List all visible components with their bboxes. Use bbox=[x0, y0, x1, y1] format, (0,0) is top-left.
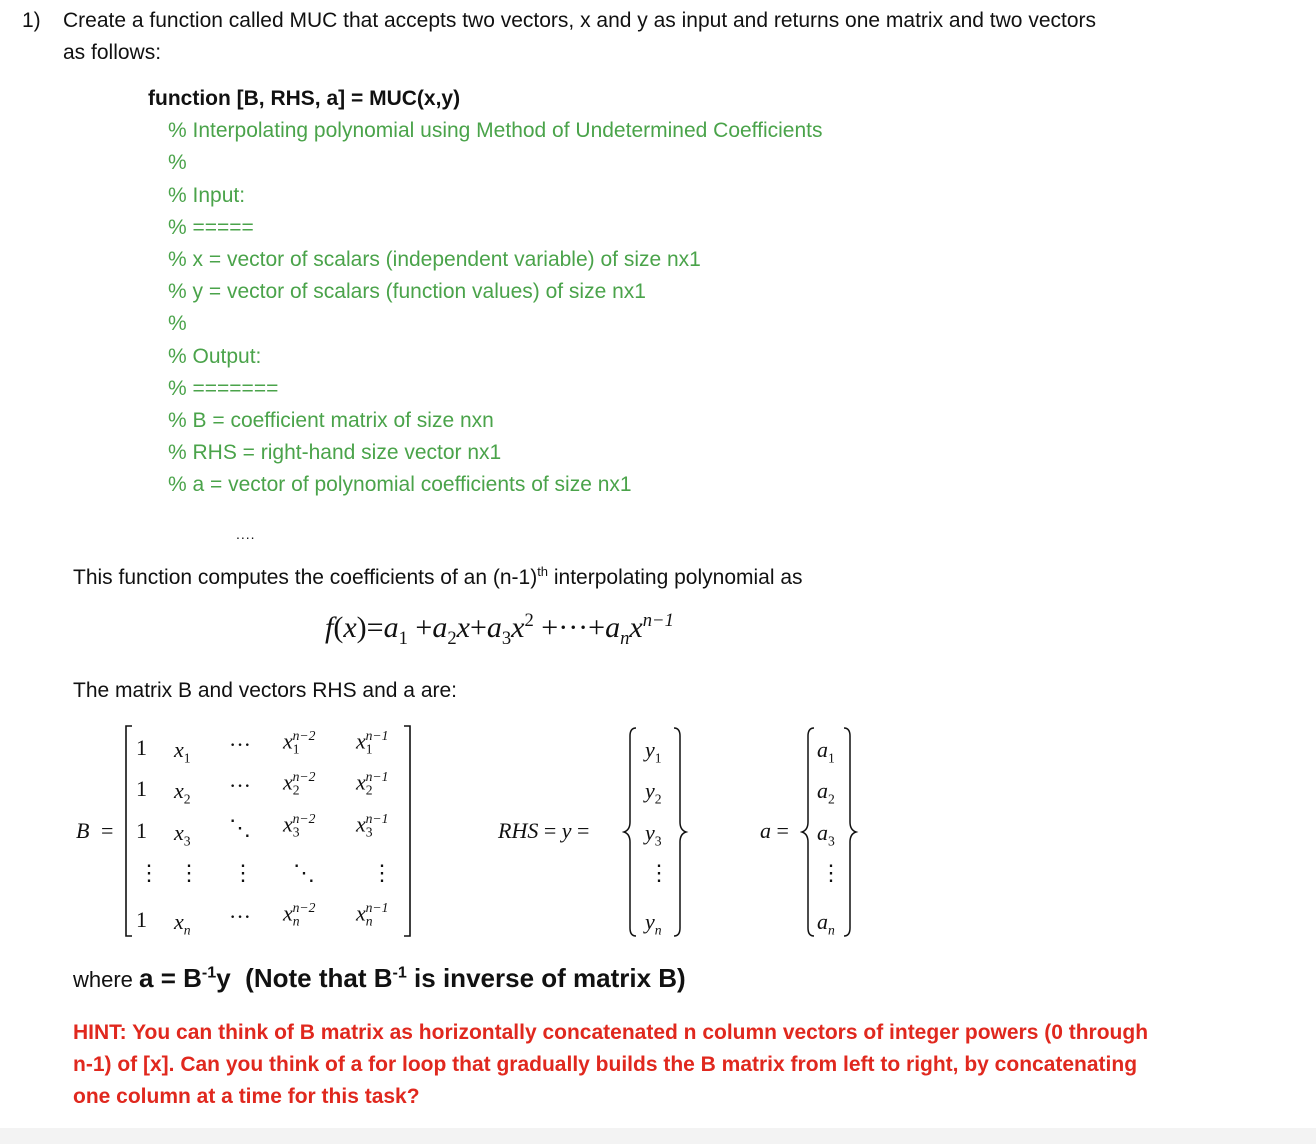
hint-line: one column at a time for this task? bbox=[73, 1085, 420, 1108]
bottom-scroll-strip bbox=[0, 1128, 1316, 1144]
vector-cell: $a_n$ bbox=[817, 909, 835, 938]
matrix-cell: 1 bbox=[136, 907, 147, 932]
matrix-intro: The matrix B and vectors RHS and a are: bbox=[73, 679, 457, 702]
rhs-label: RHS = y = bbox=[498, 818, 590, 843]
function-signature: function [B, RHS, a] = MUC(x,y) bbox=[148, 87, 461, 110]
matrix-cell: $x_2^{n-2}$ bbox=[283, 769, 316, 798]
matrix-cell: $x_3^{n-2}$ bbox=[283, 811, 316, 840]
b-label: B bbox=[76, 818, 90, 843]
comment-line: % ===== bbox=[168, 215, 254, 239]
matrix-cell: 1 bbox=[136, 735, 147, 760]
comment-line: % bbox=[168, 312, 187, 336]
comment-block bbox=[148, 115, 823, 501]
comment-line: % y = vector of scalars (function values) of size nx1 bbox=[168, 280, 646, 304]
matrix-cell: ⋮ bbox=[178, 860, 200, 885]
comment-line: % bbox=[168, 151, 187, 175]
hint-line: HINT: You can think of B matrix as horizontally concatenated n column vectors of integer powers (0 through bbox=[73, 1021, 1149, 1044]
vector-cell: $y_2$ bbox=[645, 778, 662, 807]
hint-block bbox=[73, 1017, 1148, 1113]
vector-cell: $y_n$ bbox=[645, 909, 662, 938]
matrix-cell: $x_1^{n-2}$ bbox=[283, 728, 316, 757]
comment-line: % B = coefficient matrix of size nxn bbox=[168, 409, 494, 433]
matrix-cell: 1 bbox=[136, 818, 147, 843]
matrix-cell: $x_1$ bbox=[174, 737, 191, 766]
matrix-cell: ⋮ bbox=[138, 860, 160, 885]
a-label: a = bbox=[760, 818, 789, 843]
comment-line: % x = vector of scalars (independent variable) of size nx1 bbox=[168, 248, 701, 272]
matrix-cell: $x_n$ bbox=[174, 909, 191, 938]
matrix-cell: ··· bbox=[229, 773, 251, 798]
matrix-cell: ··· bbox=[229, 904, 251, 929]
matrix-cell: 1 bbox=[136, 776, 147, 801]
question-number: 1) bbox=[22, 9, 41, 32]
matrix-cell: ⋮ bbox=[232, 860, 254, 885]
comment-line: % Interpolating polynomial using Method of Undetermined Coefficients bbox=[168, 119, 823, 143]
description-text: This function computes the coefficients of an $(n-1)^{th}$ interpolating polynomial as bbox=[73, 564, 803, 589]
matrix-cell: $x_n^{n-2}$ bbox=[283, 900, 316, 929]
b-equals: = bbox=[101, 818, 114, 843]
matrix-cell: ⋱ bbox=[293, 860, 315, 885]
matrix-cell: ··· bbox=[229, 732, 251, 757]
a-brace bbox=[800, 722, 870, 942]
comment-line: % a = vector of polynomial coefficients of size nx1 bbox=[168, 473, 632, 497]
polynomial-formula: $f(x)=a_1 +a_2x+a_3x^2 +\cdot\cdot\cdot+a_nx^{n-1}$ bbox=[325, 610, 674, 649]
matrix-cell: ⋮ bbox=[371, 860, 393, 885]
b-matrix-bracket bbox=[120, 722, 440, 942]
vector-cell: $a_1$ bbox=[817, 737, 835, 766]
vector-cell: $a_3$ bbox=[817, 820, 835, 849]
matrix-cell: ⋱ bbox=[229, 815, 251, 840]
code-ellipsis: .... bbox=[236, 526, 256, 542]
comment-line: % RHS = right-hand size vector nx1 bbox=[168, 441, 502, 465]
vector-cell: $y_1$ bbox=[645, 737, 662, 766]
matrix-cell: $x_2$ bbox=[174, 778, 191, 807]
matrix-cell: $x_3$ bbox=[174, 820, 191, 849]
matrix-cell: $x_1^{n-1}$ bbox=[356, 728, 389, 757]
vector-cell: ⋮ bbox=[820, 860, 842, 885]
vector-cell: $y_3$ bbox=[645, 820, 662, 849]
comment-line: % Input: bbox=[168, 183, 246, 207]
comment-line: % ======= bbox=[168, 376, 279, 400]
code-block bbox=[148, 83, 823, 502]
matrix-cell: $x_n^{n-1}$ bbox=[356, 900, 389, 929]
vector-cell: $a_2$ bbox=[817, 778, 835, 807]
comment-line: % Output: bbox=[168, 344, 262, 368]
question-line-2: as follows: bbox=[63, 41, 162, 64]
where-line: where $a = B^{-1}y$ (Note that $B^{-1}$ is inverse of matrix B) bbox=[73, 963, 686, 993]
matrix-cell: $x_2^{n-1}$ bbox=[356, 769, 389, 798]
question-line-1: Create a function called MUC that accepts two vectors, x and y as input and returns one matrix and two vectors bbox=[63, 9, 1096, 32]
hint-line: n-1) of [x]. Can you think of a for loop that gradually builds the B matrix from left to right, by concatenating bbox=[73, 1053, 1138, 1076]
matrix-cell: $x_3^{n-1}$ bbox=[356, 811, 389, 840]
vector-cell: ⋮ bbox=[648, 860, 670, 885]
